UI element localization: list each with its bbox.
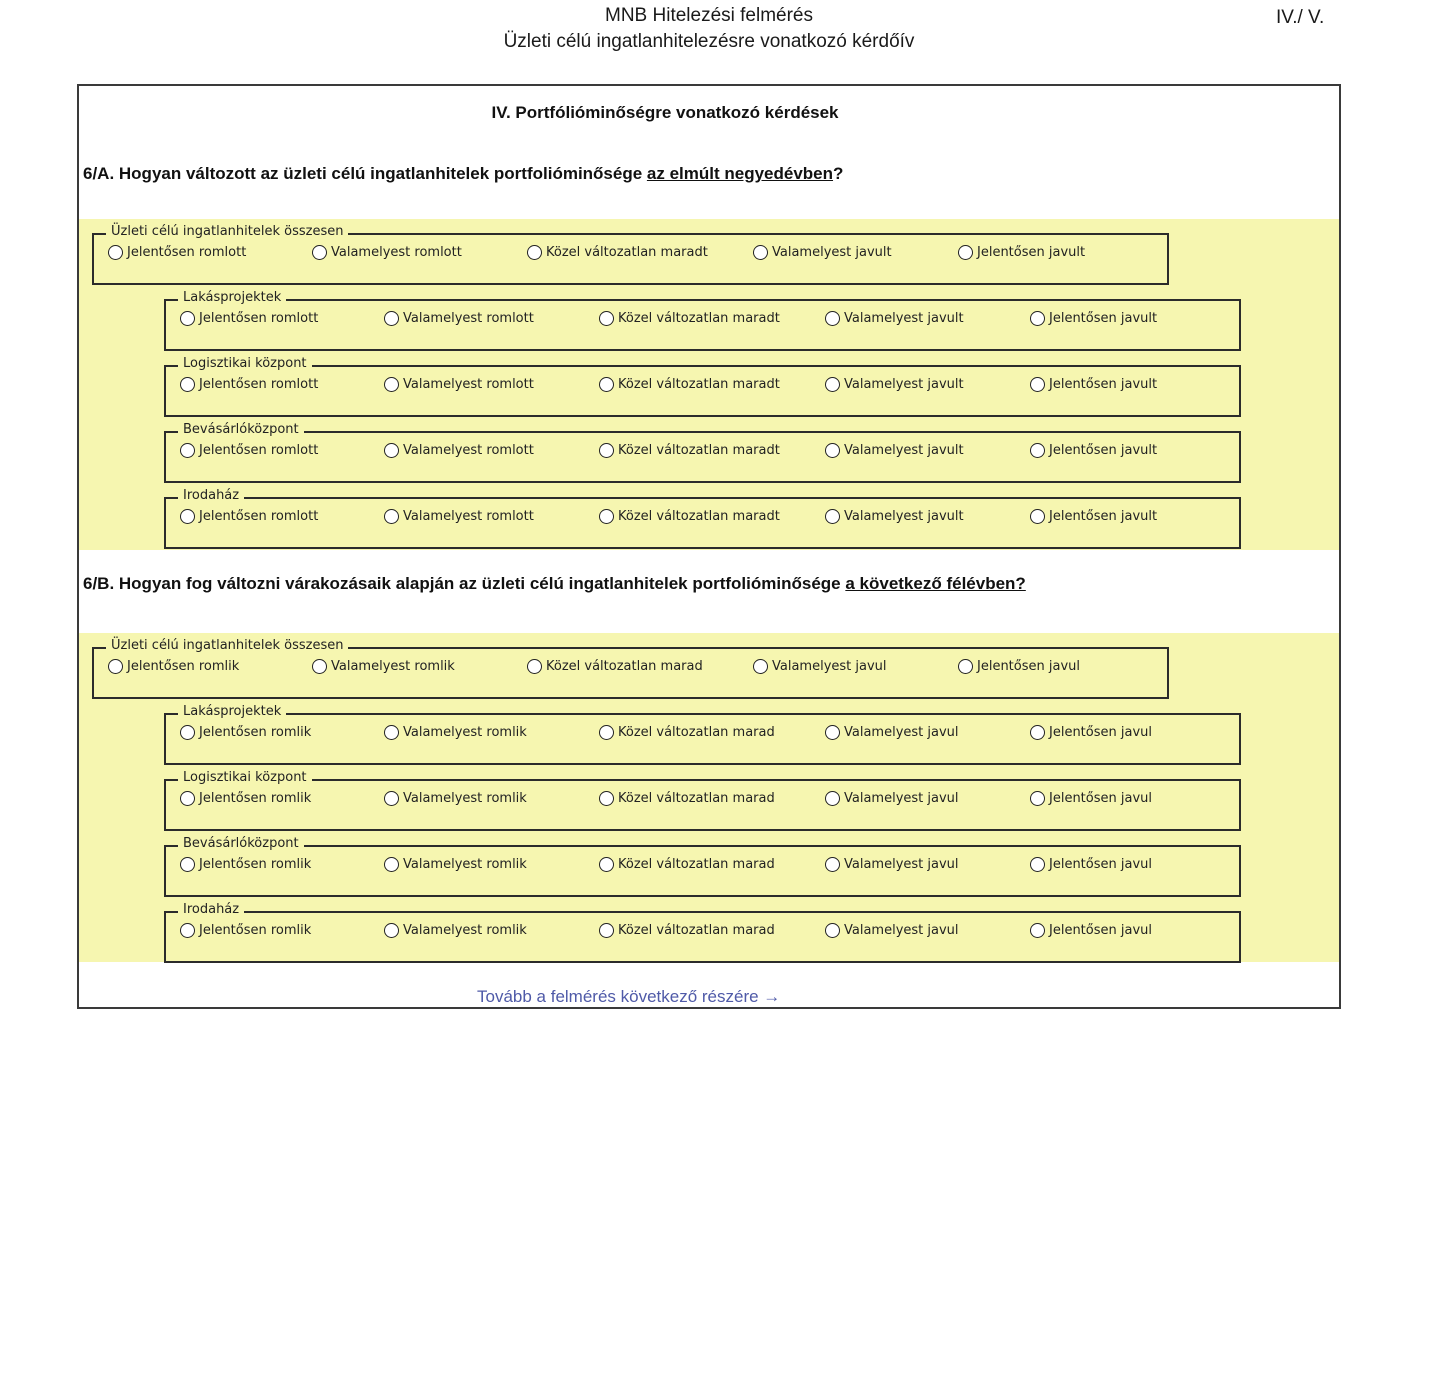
q6b-group <box>164 902 1241 963</box>
radio-option[interactable] <box>599 377 780 392</box>
radio-button[interactable] <box>384 377 399 392</box>
radio-label: Valamelyest romlik <box>403 923 527 938</box>
radio-button[interactable] <box>384 509 399 524</box>
radio-label: Valamelyest javult <box>772 245 892 260</box>
group-legend: Irodaház <box>178 901 244 919</box>
radio-button[interactable] <box>1030 509 1045 524</box>
radio-button[interactable] <box>180 311 195 326</box>
group-legend: Bevásárlóközpont <box>178 835 304 853</box>
radio-option[interactable] <box>753 659 887 674</box>
radio-button[interactable] <box>825 443 840 458</box>
radio-option[interactable] <box>1030 509 1157 524</box>
radio-option[interactable] <box>180 725 311 740</box>
radio-button[interactable] <box>599 725 614 740</box>
radio-button[interactable] <box>180 725 195 740</box>
radio-option[interactable] <box>1030 791 1152 806</box>
radio-option[interactable] <box>825 725 959 740</box>
radio-button[interactable] <box>180 857 195 872</box>
radio-option[interactable] <box>1030 857 1152 872</box>
radio-option[interactable] <box>312 659 455 674</box>
q6b-group <box>164 836 1241 897</box>
radio-option[interactable] <box>599 857 775 872</box>
question-6a <box>83 164 843 184</box>
radio-option[interactable] <box>599 311 780 326</box>
radio-option[interactable] <box>825 377 964 392</box>
radio-label: Jelentősen javul <box>1049 791 1152 806</box>
question-6a-text: 6/A. Hogyan változott az üzleti célú ingatlanhitelek portfolióminősége <box>83 164 647 183</box>
radio-label: Valamelyest javult <box>844 377 964 392</box>
radio-label: Valamelyest romlott <box>403 377 534 392</box>
page-indicator: IV./ V. <box>1276 7 1325 28</box>
group-legend: Logisztikai központ <box>178 769 312 787</box>
radio-option[interactable] <box>384 311 534 326</box>
radio-option[interactable] <box>527 245 708 260</box>
radio-option[interactable] <box>1030 923 1152 938</box>
radio-label: Jelentősen romlik <box>127 659 240 674</box>
radio-label: Jelentősen javult <box>1049 311 1158 326</box>
radio-label: Közel változatlan maradt <box>618 509 780 524</box>
question-6a-answer-area <box>79 219 1339 550</box>
radio-button[interactable] <box>384 725 399 740</box>
group-legend: Üzleti célú ingatlanhitelek összesen <box>106 223 348 241</box>
radio-button[interactable] <box>599 377 614 392</box>
q6b-group <box>92 638 1169 699</box>
radio-option[interactable] <box>1030 443 1157 458</box>
radio-label: Közel változatlan maradt <box>546 245 708 260</box>
radio-button[interactable] <box>825 311 840 326</box>
radio-option[interactable] <box>825 443 964 458</box>
radio-button[interactable] <box>599 791 614 806</box>
radio-button[interactable] <box>753 245 768 260</box>
radio-option[interactable] <box>599 509 780 524</box>
radio-button[interactable] <box>825 377 840 392</box>
radio-option[interactable] <box>825 857 959 872</box>
radio-label: Valamelyest javul <box>844 857 959 872</box>
radio-button[interactable] <box>1030 857 1045 872</box>
radio-label: Jelentősen javult <box>977 245 1086 260</box>
radio-button[interactable] <box>1030 377 1045 392</box>
radio-label: Valamelyest romlott <box>403 311 534 326</box>
radio-button[interactable] <box>825 923 840 938</box>
radio-label: Valamelyest javult <box>844 509 964 524</box>
q6b-group <box>164 704 1241 765</box>
radio-option[interactable] <box>599 725 775 740</box>
radio-label: Jelentősen javul <box>1049 923 1152 938</box>
radio-label: Jelentősen romlott <box>199 443 319 458</box>
radio-label: Jelentősen romlott <box>199 509 319 524</box>
radio-option[interactable] <box>384 791 527 806</box>
radio-option[interactable] <box>180 857 311 872</box>
radio-button[interactable] <box>599 857 614 872</box>
radio-option[interactable] <box>108 659 239 674</box>
radio-label: Jelentősen javult <box>1049 443 1158 458</box>
radio-button[interactable] <box>599 509 614 524</box>
radio-label: Valamelyest romlik <box>403 791 527 806</box>
radio-label: Valamelyest javul <box>844 791 959 806</box>
radio-button[interactable] <box>825 791 840 806</box>
radio-label: Közel változatlan marad <box>618 923 775 938</box>
q6a-group <box>164 356 1241 417</box>
radio-label: Jelentősen javult <box>1049 377 1158 392</box>
radio-label: Közel változatlan marad <box>618 725 775 740</box>
radio-option[interactable] <box>753 245 892 260</box>
radio-label: Valamelyest javul <box>844 923 959 938</box>
group-legend: Üzleti célú ingatlanhitelek összesen <box>106 637 348 655</box>
radio-button[interactable] <box>180 443 195 458</box>
question-6a-period: az elmúlt negyedévben <box>646 164 834 183</box>
radio-button[interactable] <box>384 791 399 806</box>
radio-label: Valamelyest romlik <box>331 659 455 674</box>
radio-label: Jelentősen javul <box>1049 857 1152 872</box>
radio-option[interactable] <box>384 857 527 872</box>
radio-option[interactable] <box>384 377 534 392</box>
radio-option[interactable] <box>1030 725 1152 740</box>
q6a-group <box>92 224 1169 285</box>
radio-label: Valamelyest javult <box>844 443 964 458</box>
group-legend: Logisztikai központ <box>178 355 312 373</box>
question-6a-suffix: ? <box>833 164 844 183</box>
group-legend: Lakásprojektek <box>178 703 286 721</box>
radio-label: Jelentősen romlott <box>199 377 319 392</box>
radio-label: Közel változatlan marad <box>618 791 775 806</box>
radio-button[interactable] <box>108 245 123 260</box>
group-legend: Lakásprojektek <box>178 289 286 307</box>
radio-label: Valamelyest javul <box>772 659 887 674</box>
radio-label: Jelentősen romlott <box>127 245 247 260</box>
radio-button[interactable] <box>384 443 399 458</box>
question-6b-period: a következő félévben? <box>845 574 1026 593</box>
q6b-group <box>164 770 1241 831</box>
radio-label: Közel változatlan maradt <box>618 377 780 392</box>
survey-title: MNB Hitelezési felmérés <box>605 5 813 26</box>
radio-label: Közel változatlan maradt <box>618 311 780 326</box>
radio-label: Valamelyest javul <box>844 725 959 740</box>
questionnaire-title: Üzleti célú ingatlanhitelezésre vonatkozó kérdőív <box>503 31 915 52</box>
radio-button[interactable] <box>527 245 542 260</box>
radio-button[interactable] <box>108 659 123 674</box>
radio-option[interactable] <box>825 509 964 524</box>
radio-button[interactable] <box>180 791 195 806</box>
radio-option[interactable] <box>180 791 311 806</box>
question-6b <box>83 574 1026 594</box>
radio-button[interactable] <box>825 725 840 740</box>
section-title: IV. Portfólióminőségre vonatkozó kérdések <box>491 103 839 122</box>
radio-button[interactable] <box>753 659 768 674</box>
radio-option[interactable] <box>312 245 462 260</box>
radio-button[interactable] <box>825 509 840 524</box>
radio-button[interactable] <box>958 659 973 674</box>
radio-option[interactable] <box>180 509 318 524</box>
question-6b-text: 6/B. Hogyan fog változni várakozásaik alapján az üzleti célú ingatlanhitelek portfolióminősége <box>83 574 846 593</box>
radio-button[interactable] <box>312 659 327 674</box>
q6a-group <box>164 422 1241 483</box>
radio-label: Jelentősen romlik <box>199 857 312 872</box>
radio-label: Jelentősen javult <box>1049 509 1158 524</box>
radio-option[interactable] <box>1030 311 1157 326</box>
radio-option[interactable] <box>384 725 527 740</box>
radio-label: Jelentősen javul <box>977 659 1080 674</box>
question-6b-answer-area <box>79 633 1339 962</box>
radio-label: Valamelyest romlik <box>403 725 527 740</box>
radio-button[interactable] <box>1030 443 1045 458</box>
radio-label: Valamelyest romlott <box>403 443 534 458</box>
radio-option[interactable] <box>180 923 311 938</box>
questionnaire-frame <box>77 84 1341 1009</box>
radio-label: Valamelyest romlott <box>331 245 462 260</box>
radio-label: Valamelyest romlott <box>403 509 534 524</box>
radio-option[interactable] <box>384 923 527 938</box>
radio-label: Valamelyest javult <box>844 311 964 326</box>
q6a-group <box>164 488 1241 549</box>
radio-button[interactable] <box>312 245 327 260</box>
radio-option[interactable] <box>599 791 775 806</box>
radio-button[interactable] <box>180 377 195 392</box>
radio-option[interactable] <box>599 923 775 938</box>
radio-label: Közel változatlan maradt <box>618 443 780 458</box>
radio-option[interactable] <box>958 245 1085 260</box>
radio-option[interactable] <box>180 377 318 392</box>
radio-option[interactable] <box>384 509 534 524</box>
radio-button[interactable] <box>599 443 614 458</box>
radio-button[interactable] <box>1030 923 1045 938</box>
radio-option[interactable] <box>180 443 318 458</box>
radio-label: Közel változatlan marad <box>618 857 775 872</box>
radio-button[interactable] <box>180 923 195 938</box>
radio-option[interactable] <box>825 311 964 326</box>
next-section-link[interactable]: Tovább a felmérés következő részére → <box>477 987 781 1006</box>
radio-button[interactable] <box>384 311 399 326</box>
radio-button[interactable] <box>384 857 399 872</box>
radio-button[interactable] <box>599 923 614 938</box>
radio-option[interactable] <box>825 923 959 938</box>
radio-option[interactable] <box>527 659 703 674</box>
radio-label: Közel változatlan marad <box>546 659 703 674</box>
radio-option[interactable] <box>1030 377 1157 392</box>
radio-label: Jelentősen romlik <box>199 791 312 806</box>
radio-button[interactable] <box>958 245 973 260</box>
radio-option[interactable] <box>599 443 780 458</box>
radio-option[interactable] <box>108 245 246 260</box>
radio-button[interactable] <box>384 923 399 938</box>
radio-button[interactable] <box>527 659 542 674</box>
radio-label: Jelentősen romlik <box>199 923 312 938</box>
radio-button[interactable] <box>1030 725 1045 740</box>
radio-label: Jelentősen javul <box>1049 725 1152 740</box>
radio-label: Jelentősen romlik <box>199 725 312 740</box>
radio-button[interactable] <box>1030 791 1045 806</box>
radio-button[interactable] <box>180 509 195 524</box>
group-legend: Irodaház <box>178 487 244 505</box>
radio-button[interactable] <box>1030 311 1045 326</box>
radio-option[interactable] <box>384 443 534 458</box>
radio-option[interactable] <box>180 311 318 326</box>
radio-option[interactable] <box>958 659 1080 674</box>
radio-option[interactable] <box>825 791 959 806</box>
group-legend: Bevásárlóközpont <box>178 421 304 439</box>
radio-label: Valamelyest romlik <box>403 857 527 872</box>
radio-button[interactable] <box>599 311 614 326</box>
radio-label: Jelentősen romlott <box>199 311 319 326</box>
q6a-group <box>164 290 1241 351</box>
radio-button[interactable] <box>825 857 840 872</box>
